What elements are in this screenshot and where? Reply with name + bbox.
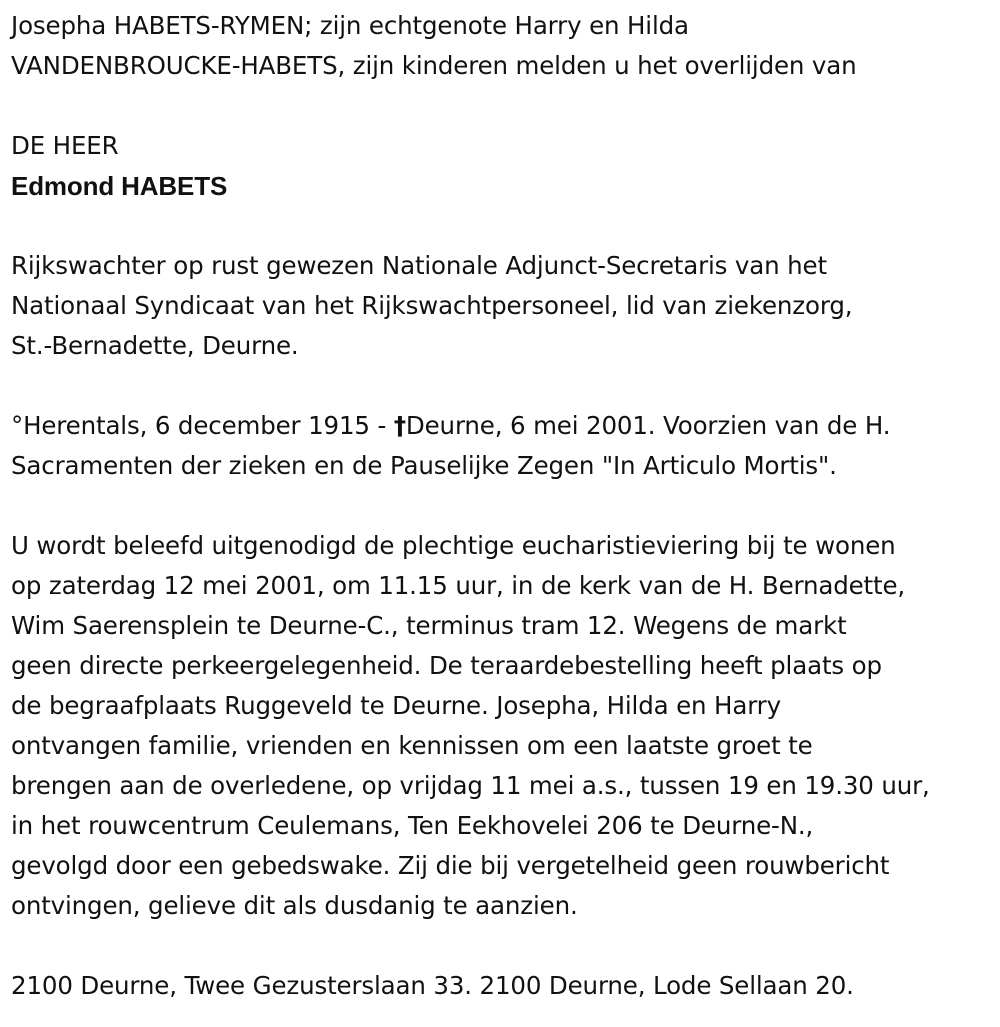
invitation-line: op zaterdag 12 mei 2001, om 11.15 uur, in de kerk van de H. Bernadette, bbox=[11, 571, 906, 600]
invitation-line: U wordt beleefd uitgenodigd de plechtige eucharistieviering bij te wonen bbox=[11, 531, 896, 560]
invitation-line: Wim Saerensplein te Deurne-C., terminus tram 12. Wegens de markt bbox=[11, 611, 847, 640]
invitation-line: in het rouwcentrum Ceulemans, Ten Eekhovelei 206 te Deurne-N., bbox=[11, 811, 814, 840]
dates-line-2: Sacramenten der zieken en de Pauselijke Zegen "In Articulo Mortis". bbox=[11, 451, 837, 480]
intro-line-1: Josepha HABETS-RYMEN; zijn echtgenote Harry en Hilda bbox=[11, 11, 689, 40]
career-line-1: Rijkswachter op rust gewezen Nationale Adjunct-Secretaris van het bbox=[11, 251, 827, 280]
intro-line-2: VANDENBROUCKE-HABETS, zijn kinderen melden u het overlijden van bbox=[11, 51, 857, 80]
cross-icon: † bbox=[393, 411, 406, 440]
birth-text: °Herentals, 6 december 1915 - bbox=[11, 411, 394, 440]
spacer bbox=[11, 206, 996, 246]
invitation-line: ontvangen familie, vrienden en kennissen om een laatste groet te bbox=[11, 731, 813, 760]
invitation-line: gevolgd door een gebedswake. Zij die bij vergetelheid geen rouwbericht bbox=[11, 851, 890, 880]
invitation-line: ontvingen, gelieve dit als dusdanig te aanzien. bbox=[11, 891, 578, 920]
invitation-paragraph bbox=[11, 526, 996, 926]
invitation-line: de begraafplaats Ruggeveld te Deurne. Josepha, Hilda en Harry bbox=[11, 691, 781, 720]
deceased-title: DE HEER bbox=[11, 131, 119, 160]
spacer bbox=[11, 486, 996, 526]
invitation-line: geen directe perkeergelegenheid. De teraardebestelling heeft plaats op bbox=[11, 651, 882, 680]
death-text: Deurne, 6 mei 2001. Voorzien van de H. bbox=[405, 411, 891, 440]
addresses: 2100 Deurne, Twee Gezusterslaan 33. 2100 Deurne, Lode Sellaan 20. bbox=[11, 971, 854, 1000]
death-notice bbox=[11, 6, 996, 1006]
career-line-2: Nationaal Syndicaat van het Rijkswachtpersoneel, lid van ziekenzorg, bbox=[11, 291, 853, 320]
invitation-line: brengen aan de overledene, op vrijdag 11 mei a.s., tussen 19 en 19.30 uur, bbox=[11, 771, 930, 800]
spacer bbox=[11, 366, 996, 406]
spacer bbox=[11, 86, 996, 126]
career-line-3: St.-Bernadette, Deurne. bbox=[11, 331, 299, 360]
deceased-name: Edmond HABETS bbox=[11, 171, 228, 201]
spacer bbox=[11, 926, 996, 966]
dates-line-1 bbox=[11, 406, 996, 446]
